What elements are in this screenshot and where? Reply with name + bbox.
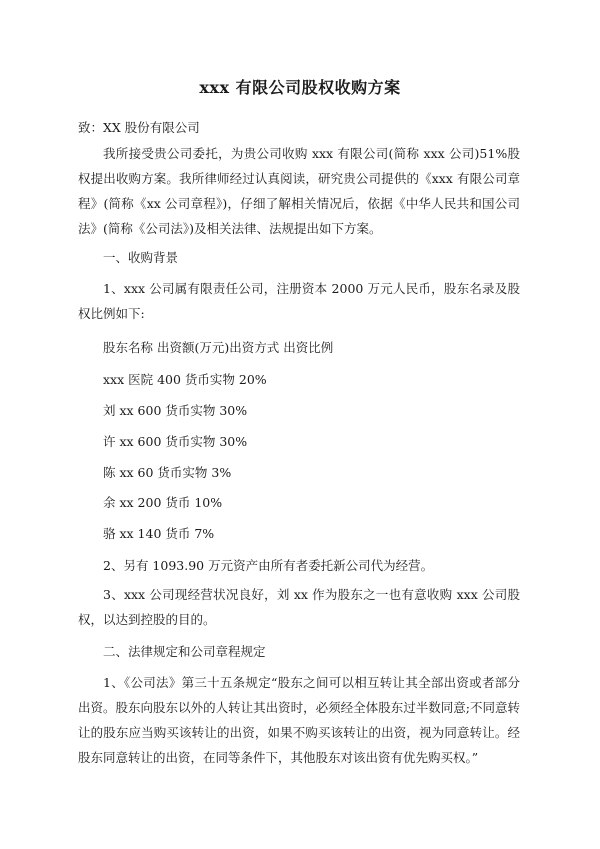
shareholder-row: 余 xx 200 货币 10%	[103, 495, 223, 510]
intro-paragraph: 我所接受贵公司委托，为贵公司收购 xxx 有限公司(简称 xxx 公司)51%股权提出收购方案。我所律师经过认真阅读，研究贵公司提供的《xxx 有限公司章程》(简称《xx 公司章程》)，仔细了解相关情况后，依据《中华人民共和国公司法》(简称《公司法》)及相关法律、法规提出如下方案。	[78, 146, 520, 236]
shareholder-table-header: 股东名称 出资额(万元)出资方式 出资比例	[103, 340, 334, 355]
salutation: 致：XX 股份有限公司	[78, 120, 200, 135]
shareholder-row: 许 xx 600 货币实物 30%	[103, 434, 248, 449]
section1-paragraph-1: 1、xxx 公司属有限责任公司，注册资本 2000 万元人民币，股东名录及股权比例如下:	[78, 281, 520, 321]
section1-paragraph-3: 3、xxx 公司现经营状况良好，刘 xx 作为股东之一也有意收购 xxx 公司股权，以达到控股的目的。	[78, 587, 520, 627]
shareholder-row: xxx 医院 400 货币实物 20%	[103, 372, 267, 387]
shareholder-row: 刘 xx 600 货币实物 30%	[103, 403, 248, 418]
shareholder-row: 骆 xx 140 货币 7%	[103, 526, 215, 541]
section2-paragraph-1: 1、《公司法》第三十五条规定“股东之间可以相互转让其全部出资或者部分出资。股东向股东以外的人转让其出资时，必须经全体股东过半数同意;不同意转让的股东应当购买该转让的出资，如果不购买该转让的出资，视为同意转让。经股东同意转让的出资，在同等条件下，其他股东对该出资有优先购买权。”	[78, 675, 520, 765]
section-heading-legal: 二、法律规定和公司章程规定	[103, 644, 266, 659]
document-title: xxx 有限公司股权收购方案	[199, 78, 401, 97]
section-heading-background: 一、收购背景	[103, 250, 179, 265]
shareholder-row: 陈 xx 60 货币实物 3%	[103, 465, 232, 480]
section1-paragraph-2: 2、另有 1093.90 万元资产由所有者委托新公司代为经营。	[103, 558, 434, 573]
